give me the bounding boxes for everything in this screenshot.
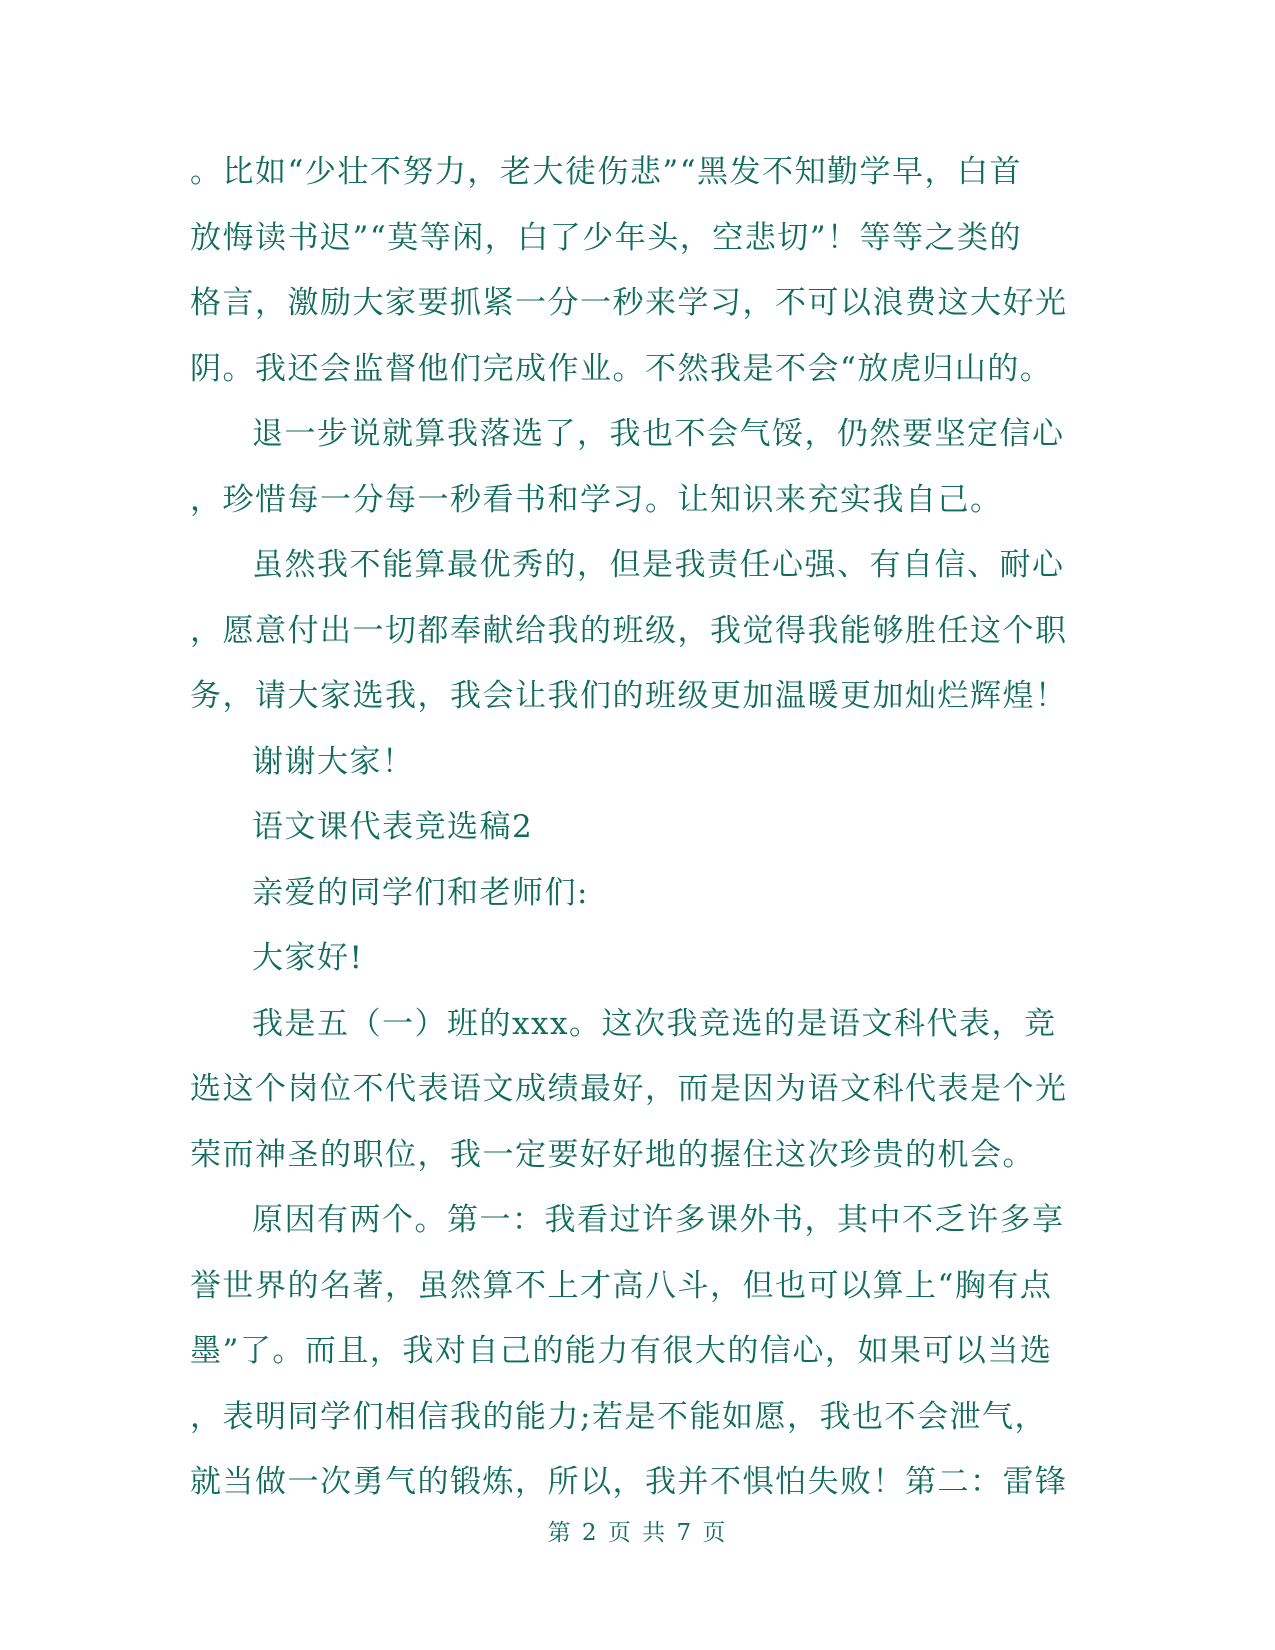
text-line: 荣而神圣的职位，我一定要好好地的握住这次珍贵的机会。 bbox=[190, 1136, 1035, 1173]
greeting: 大家好! bbox=[252, 940, 364, 976]
document-body bbox=[190, 140, 1090, 1516]
text-line: 务，请大家选我，我会让我们的班级更加温暖更加灿烂辉煌！ bbox=[190, 678, 1068, 714]
text-line: 谢谢大家！ bbox=[252, 743, 415, 780]
text-line: 退一步说就算我落选了，我也不会气馁，仍然要坚定信心 bbox=[252, 416, 1065, 452]
text-line: 放悔读书迟”“莫等闲，白了少年头，空悲切”！等等之类的 bbox=[190, 219, 1023, 256]
text-line: ，珍惜每一分每一秒看书和学习。让知识来充实我自己。 bbox=[190, 481, 1003, 518]
text-line: 阴。我还会监督他们完成作业。不然我是不会“放虎归山的。 bbox=[190, 350, 1053, 387]
text-line: 墨”了。而且，我对自己的能力有很大的信心，如果可以当选 bbox=[190, 1333, 1053, 1369]
text-line: ，表明同学们相信我的能力;若是不能如愿，我也不会泄气， bbox=[190, 1398, 1047, 1435]
text-line: 格言，激励大家要抓紧一分一秒来学习，不可以浪费这大好光 bbox=[190, 285, 1068, 321]
page-number-footer: 第 2 页 共 7 页 bbox=[547, 1520, 728, 1546]
salutation: 亲爱的同学们和老师们: bbox=[252, 874, 589, 911]
text-line: 。比如“少壮不努力，老大徒伤悲”“黑发不知勤学早，白首 bbox=[190, 154, 1023, 190]
section-heading: 语文课代表竞选稿2 bbox=[252, 809, 534, 845]
text-line: 虽然我不能算最优秀的，但是我责任心强、有自信、耐心 bbox=[252, 547, 1065, 583]
text-line: 我是五（一）班的xxx。这次我竞选的是语文科代表，竞 bbox=[252, 1005, 1057, 1042]
text-line: 就当做一次勇气的锻炼，所以，我并不惧怕失败！第二：雷锋 bbox=[190, 1464, 1068, 1500]
text-line: 誉世界的名著，虽然算不上才高八斗，但也可以算上“胸有点 bbox=[190, 1267, 1053, 1304]
text-line: ，愿意付出一切都奉献给我的班级，我觉得我能够胜任这个职 bbox=[190, 612, 1068, 649]
text-line: 选这个岗位不代表语文成绩最好，而是因为语文科代表是个光 bbox=[190, 1071, 1068, 1107]
text-line: 原因有两个。第一：我看过许多课外书，其中不乏许多享 bbox=[252, 1202, 1065, 1238]
